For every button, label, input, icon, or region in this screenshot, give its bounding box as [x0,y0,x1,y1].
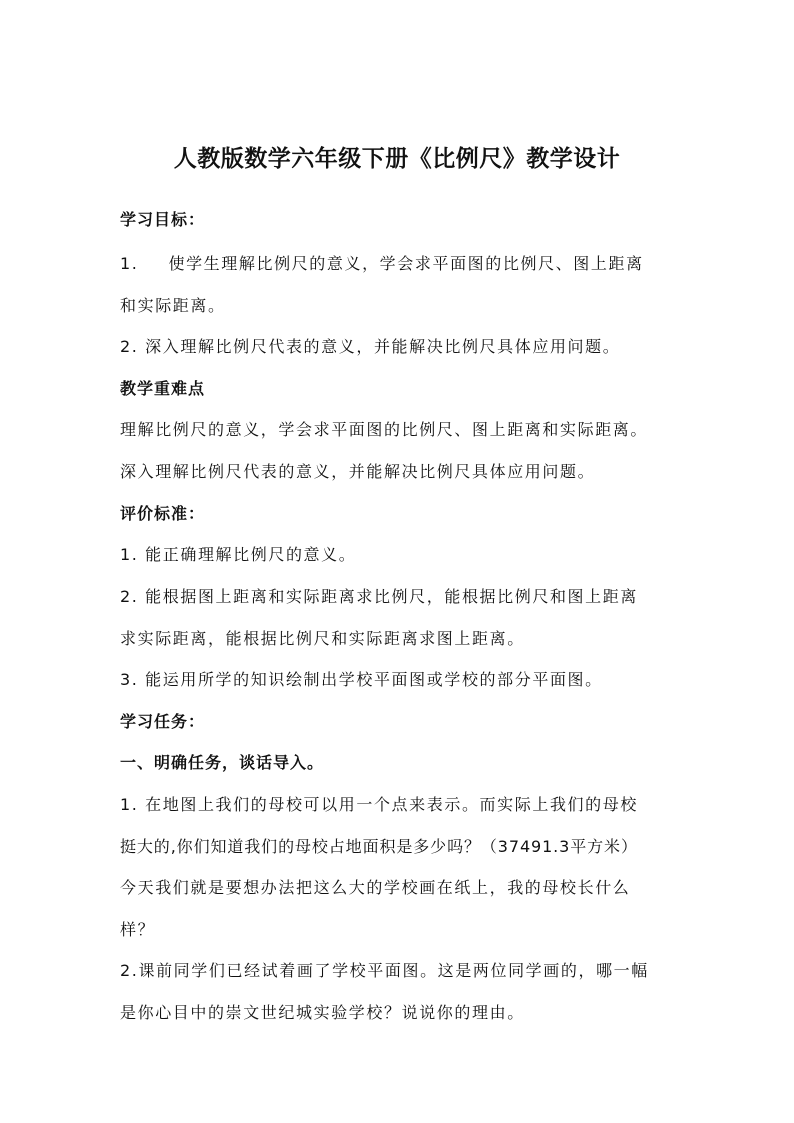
document-title: 人教版数学六年级下册《比例尺》教学设计 [173,145,621,172]
objectives-heading: 学习目标： [120,210,206,229]
paragraph-1-line-4: 样？ [120,920,156,939]
objective-item-2: 2. 深入理解比例尺代表的意义，并能解决比例尺具体应用问题。 [120,337,621,356]
paragraph-1-line-3: 今天我们就是要想办法把这么大的学校画在纸上，我的母校长什么 [120,878,631,897]
section-1-heading: 一、明确任务，谈话导入。 [120,753,325,772]
objective-item-1-number: 1. [120,254,139,273]
objective-item-1-text: 使学生理解比例尺的意义，学会求平面图的比例尺、图上距离 [168,254,644,273]
evaluation-item-2-line-2: 求实际距离，能根据比例尺和实际距离求图上距离。 [120,629,525,648]
paragraph-1-line-1: 1. 在地图上我们的母校可以用一个点来表示。而实际上我们的母校 [120,795,638,814]
evaluation-item-3: 3. 能运用所学的知识绘制出学校平面图或学校的部分平面图。 [120,670,603,689]
evaluation-heading: 评价标准： [120,504,206,523]
key-points-heading: 教学重难点 [120,379,206,398]
key-points-line-1: 理解比例尺的意义，学会求平面图的比例尺、图上距离和实际距离。 [120,420,649,439]
paragraph-1-line-2: 挺大的,你们知道我们的母校占地面积是多少吗？（37491.3平方米） [120,837,638,856]
paragraph-2-line-2: 是你心目中的崇文世纪城实验学校？说说你的理由。 [120,1003,525,1022]
paragraph-2-line-1: 2.课前同学们已经试着画了学校平面图。这是两位同学画的，哪一幅 [120,961,649,980]
evaluation-item-2-line-1: 2. 能根据图上距离和实际距离求比例尺，能根据比例尺和图上距离 [120,587,638,606]
objective-item-1-line-1 [120,252,700,276]
objective-item-1-line-2: 和实际距离。 [120,296,226,315]
key-points-line-2: 深入理解比例尺代表的意义，并能解决比例尺具体应用问题。 [120,462,596,481]
evaluation-item-1: 1. 能正确理解比例尺的意义。 [120,545,357,564]
tasks-heading: 学习任务： [120,712,206,731]
